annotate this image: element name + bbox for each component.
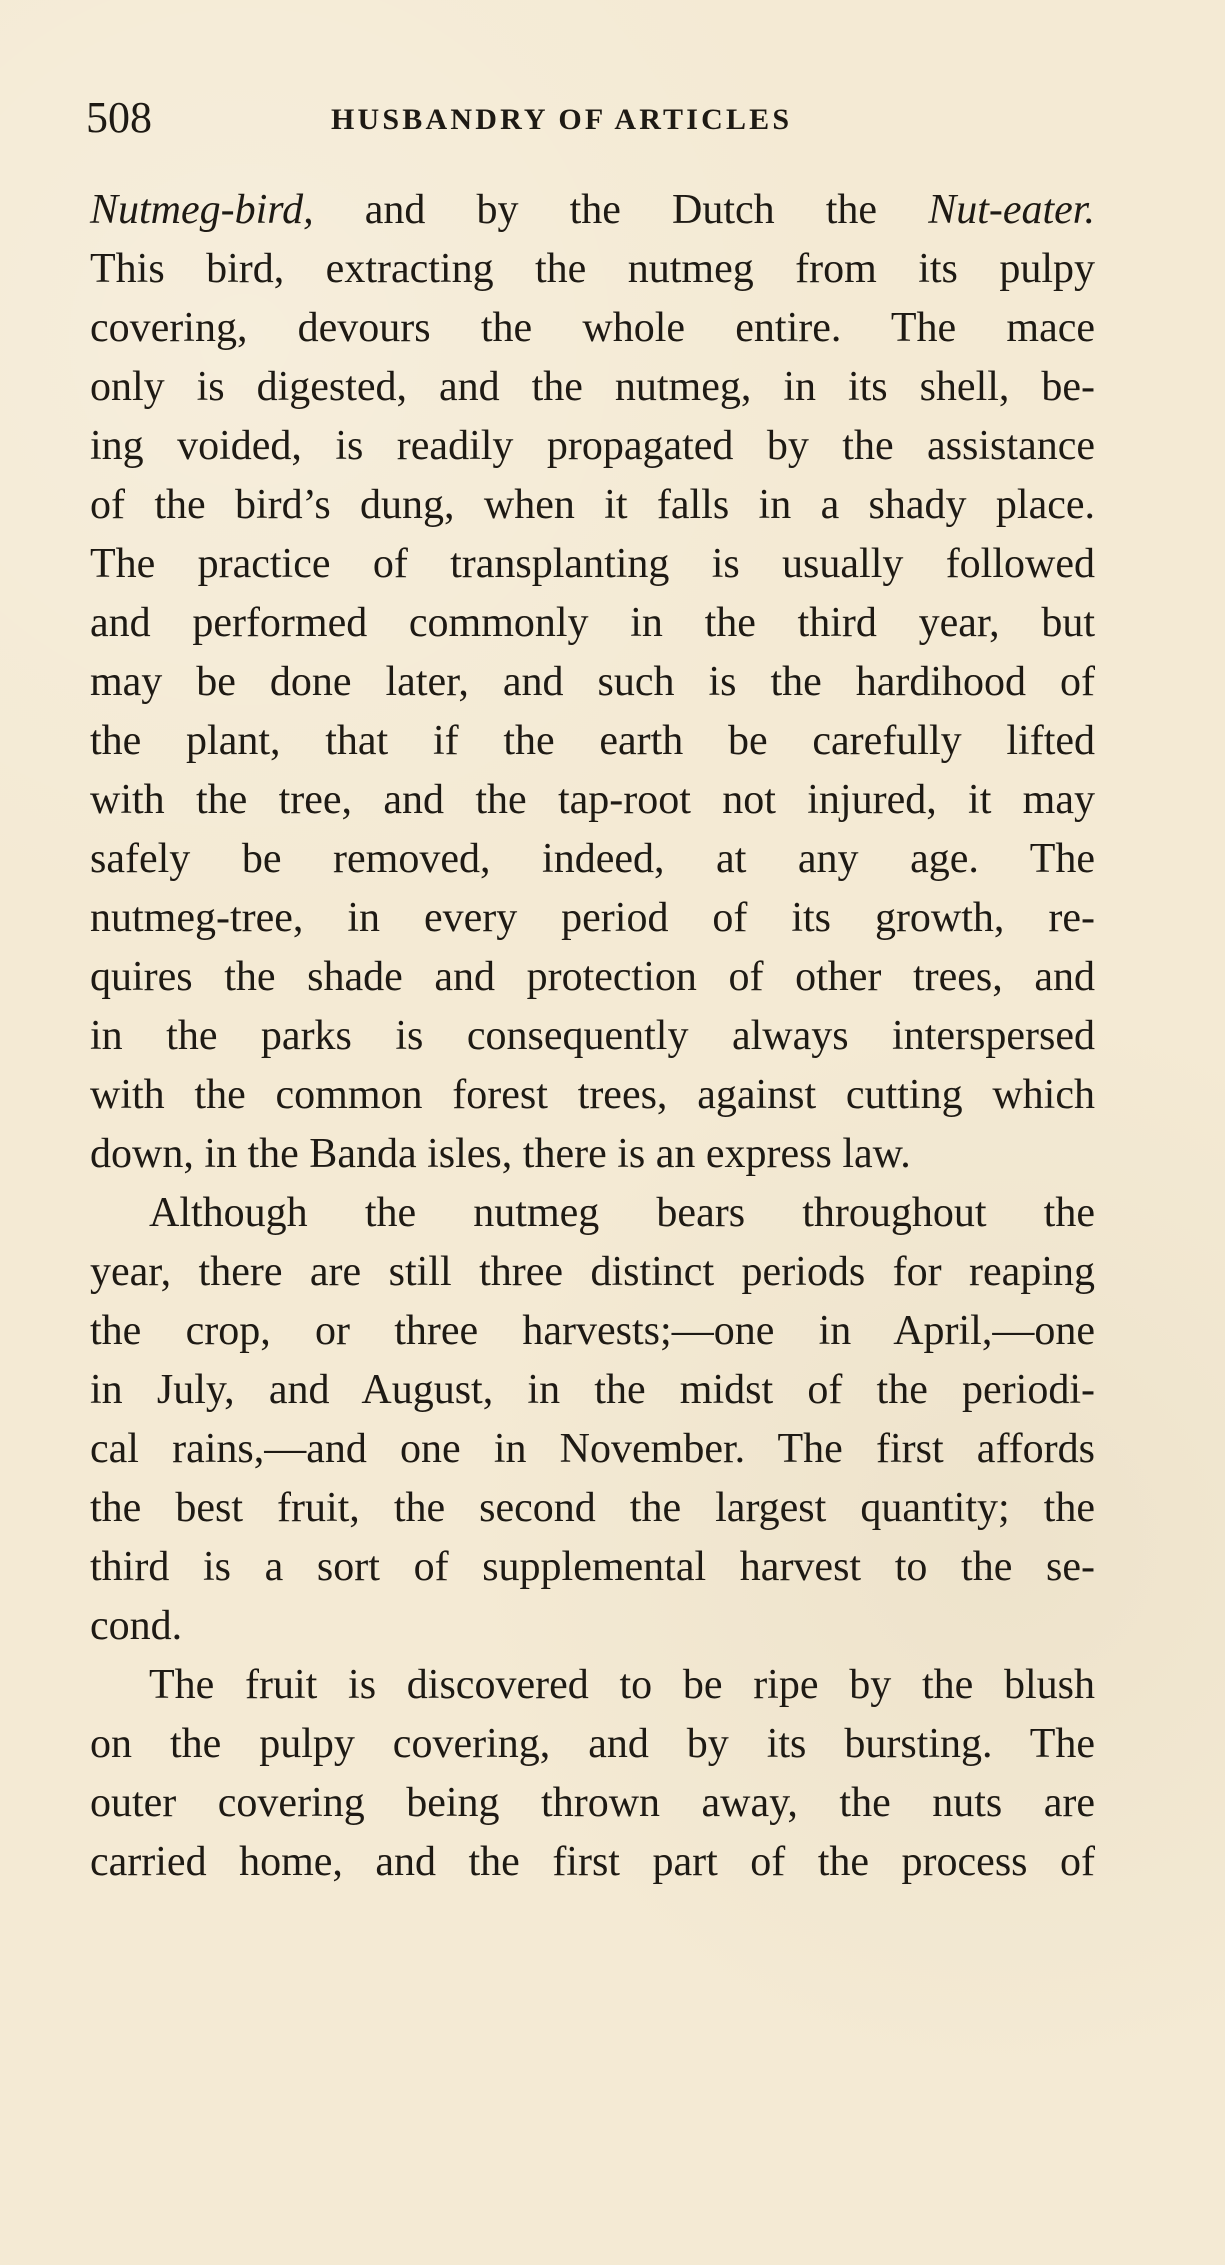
text-segment: in the parks is consequently always interspersed [90, 1013, 1095, 1059]
text-segment: safely be removed, indeed, at any age. The [90, 836, 1095, 882]
text-line [90, 712, 1095, 771]
text-segment: nutmeg-tree, in every period of its growth, re- [90, 895, 1095, 941]
text-line [90, 1715, 1095, 1774]
text-line [90, 299, 1095, 358]
text-segment: only is digested, and the nutmeg, in its shell, be- [90, 364, 1095, 410]
text-segment: of the bird’s dung, when it falls in a shady place. [90, 482, 1095, 528]
text-segment: cal rains,—and one in November. The first affords [90, 1426, 1095, 1472]
text-segment: quires the shade and protection of other trees, and [90, 954, 1095, 1000]
text-line [90, 1243, 1095, 1302]
text-line [90, 1184, 1095, 1243]
text-line [90, 476, 1095, 535]
text-line [90, 181, 1095, 240]
text-segment: the crop, or three harvests;—one in April,—one [90, 1308, 1095, 1354]
italic-text: Nut-eater. [928, 187, 1095, 233]
text-segment: This bird, extracting the nutmeg from its pulpy [90, 246, 1095, 292]
text-segment: Although the nutmeg bears throughout the [149, 1190, 1095, 1236]
text-segment: with the common forest trees, against cutting which [90, 1072, 1095, 1118]
text-line [90, 594, 1095, 653]
text-segment: and performed commonly in the third year, but [90, 600, 1095, 646]
body-text [90, 181, 1095, 1892]
text-segment: the best fruit, the second the largest quantity; the [90, 1485, 1095, 1531]
text-line [90, 240, 1095, 299]
text-line [90, 1302, 1095, 1361]
text-line [90, 1420, 1095, 1479]
text-segment: year, there are still three distinct periods for reaping [90, 1249, 1095, 1295]
text-line [90, 1833, 1095, 1892]
page-number: 508 [86, 93, 152, 142]
text-line [90, 948, 1095, 1007]
text-segment: down, in the Banda isles, there is an express law. [90, 1131, 911, 1177]
text-segment: may be done later, and such is the hardihood of [90, 659, 1095, 705]
text-segment: ing voided, is readily propagated by the assistance [90, 423, 1095, 469]
text-segment: The fruit is discovered to be ripe by the blush [149, 1662, 1095, 1708]
text-line [90, 1361, 1095, 1420]
text-segment: in July, and August, in the midst of the periodi- [90, 1367, 1095, 1413]
text-segment: and by the Dutch the [313, 187, 929, 233]
text-line [90, 1125, 1095, 1184]
text-line [90, 653, 1095, 712]
text-segment: third is a sort of supplemental harvest to the se- [90, 1544, 1095, 1590]
text-line [90, 1066, 1095, 1125]
text-line [90, 1538, 1095, 1597]
text-segment: the plant, that if the earth be carefully lifted [90, 718, 1095, 764]
text-line [90, 889, 1095, 948]
text-line [90, 771, 1095, 830]
italic-text: Nutmeg-bird, [90, 187, 314, 233]
text-line [90, 1007, 1095, 1066]
text-segment: with the tree, and the tap-root not injured, it may [90, 777, 1095, 823]
text-line [90, 830, 1095, 889]
text-segment: covering, devours the whole entire. The mace [90, 305, 1095, 351]
text-line [90, 1656, 1095, 1715]
text-line [90, 417, 1095, 476]
text-segment: on the pulpy covering, and by its bursting. The [90, 1721, 1095, 1767]
text-line [90, 1479, 1095, 1538]
text-line [90, 1597, 1095, 1656]
running-head: HUSBANDRY OF ARTICLES [331, 103, 793, 136]
page-header [86, 93, 1046, 146]
text-line [90, 1774, 1095, 1833]
text-segment: carried home, and the first part of the process of [90, 1839, 1095, 1885]
text-line [90, 535, 1095, 594]
text-segment: cond. [90, 1603, 183, 1649]
text-segment: outer covering being thrown away, the nuts are [90, 1780, 1095, 1826]
text-segment: The practice of transplanting is usually followed [90, 541, 1095, 587]
text-line [90, 358, 1095, 417]
